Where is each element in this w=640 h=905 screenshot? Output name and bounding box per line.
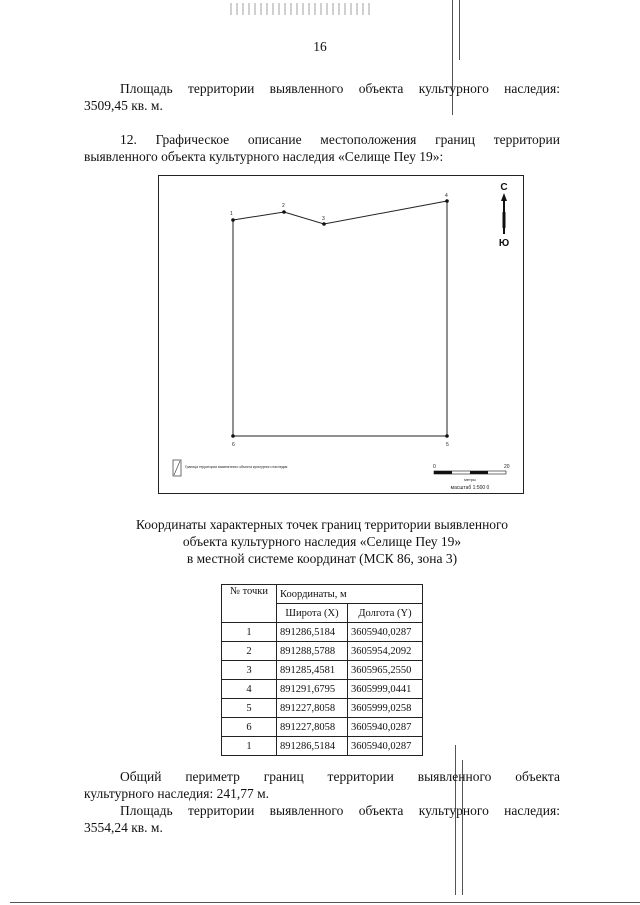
cell-point: 5 <box>222 699 277 718</box>
area-line-1: Площадь территории выявленного объекта культурного наследия: <box>120 81 560 96</box>
table-caption-line-3: в местной системе координат (МСК 86, зона 3) <box>186 551 458 566</box>
cell-x: 891291,6795 <box>277 680 348 699</box>
scan-line-right-2 <box>459 0 460 60</box>
table-row <box>222 680 423 699</box>
cell-y: 3605940,0287 <box>348 718 423 737</box>
table-caption-line-1: Координаты характерных точек границ территории выявленного <box>135 517 508 532</box>
compass-south-label: Ю <box>498 238 510 249</box>
cell-x: 891288,5788 <box>277 642 348 661</box>
cell-y: 3605940,0287 <box>348 623 423 642</box>
header-coordinates: Координаты, м <box>277 585 423 604</box>
table-row <box>222 737 423 756</box>
vertex-4 <box>445 199 449 203</box>
map-legend <box>173 460 288 476</box>
cell-point: 1 <box>222 623 277 642</box>
vertex-label-6: 6 <box>232 442 235 448</box>
cell-x: 891286,5184 <box>277 737 348 756</box>
cell-point: 6 <box>222 718 277 737</box>
table-row <box>222 661 423 680</box>
table-caption <box>84 516 560 567</box>
vertex-5 <box>445 434 449 438</box>
section-title-rest: Графическое описание местоположения границ территории <box>155 132 561 147</box>
boundary-vertices <box>231 199 449 438</box>
coordinates-table-wrap <box>221 584 423 756</box>
vertex-1 <box>231 218 235 222</box>
cell-y: 3605999,0258 <box>348 699 423 718</box>
page-number: 16 <box>313 39 327 54</box>
cell-point: 3 <box>222 661 277 680</box>
section-number: 12. <box>120 132 137 147</box>
vertex-6 <box>231 434 235 438</box>
table-row <box>222 642 423 661</box>
vertex-label-2: 2 <box>282 203 285 209</box>
compass-north-label: С <box>500 182 508 193</box>
area-paragraph <box>84 80 560 114</box>
cell-y: 3605965,2550 <box>348 661 423 680</box>
header-latitude: Широта (X) <box>277 604 348 623</box>
section-12-heading <box>84 131 560 165</box>
coordinates-table <box>221 584 423 756</box>
cell-y: 3605954,2092 <box>348 642 423 661</box>
vertex-label-4: 4 <box>445 193 448 199</box>
boundary-map-svg <box>159 176 523 493</box>
cell-x: 891227,8058 <box>277 699 348 718</box>
north-arrow-icon <box>499 182 509 249</box>
vertex-labels <box>230 193 449 448</box>
header-point: № точки <box>222 585 277 623</box>
section-12-line-2: выявленного объекта культурного наследия «Селище Пеу 19»: <box>84 149 444 164</box>
table-row <box>222 699 423 718</box>
legend-text: Граница территории выявленного объекта культурного наследия <box>185 465 288 469</box>
vertex-3 <box>322 222 326 226</box>
scale-start-label: 0 <box>433 464 436 470</box>
cell-x: 891286,5184 <box>277 623 348 642</box>
cell-point: 2 <box>222 642 277 661</box>
scan-line-bottom <box>10 902 640 903</box>
perimeter-line-1: Общий периметр границ территории выявленного объекта <box>120 769 560 784</box>
perimeter-paragraph <box>84 768 560 802</box>
vertex-label-1: 1 <box>230 211 233 217</box>
vertex-2 <box>282 210 286 214</box>
area2-line-2: 3554,24 кв. м. <box>84 820 163 835</box>
table-header-row <box>222 585 423 604</box>
vertex-label-3: 3 <box>322 216 325 222</box>
cell-point: 1 <box>222 737 277 756</box>
cell-x: 891227,8058 <box>277 718 348 737</box>
scale-bar <box>433 464 510 491</box>
cell-point: 4 <box>222 680 277 699</box>
cell-y: 3605940,0287 <box>348 737 423 756</box>
table-row <box>222 623 423 642</box>
perimeter-line-2: культурного наследия: 241,77 м. <box>84 786 270 801</box>
scale-end-label: 20 <box>504 464 510 470</box>
area-line-2: 3509,45 кв. м. <box>84 98 163 113</box>
scan-noise-top <box>230 3 370 15</box>
vertex-label-5: 5 <box>446 442 449 448</box>
header-longitude: Долгота (Y) <box>348 604 423 623</box>
table-caption-line-2: объекта культурного наследия «Селище Пеу 19» <box>182 534 462 549</box>
boundary-map <box>158 175 524 494</box>
table-row <box>222 718 423 737</box>
boundary-polygon <box>233 201 447 436</box>
cell-y: 3605999,0441 <box>348 680 423 699</box>
area2-paragraph <box>84 802 560 836</box>
cell-x: 891285,4581 <box>277 661 348 680</box>
scale-unit: метры <box>464 477 476 482</box>
section-12-line-1 <box>84 131 560 148</box>
scale-text: масштаб 1:500 0 <box>450 485 490 491</box>
area2-line-1: Площадь территории выявленного объекта культурного наследия: <box>120 803 560 818</box>
